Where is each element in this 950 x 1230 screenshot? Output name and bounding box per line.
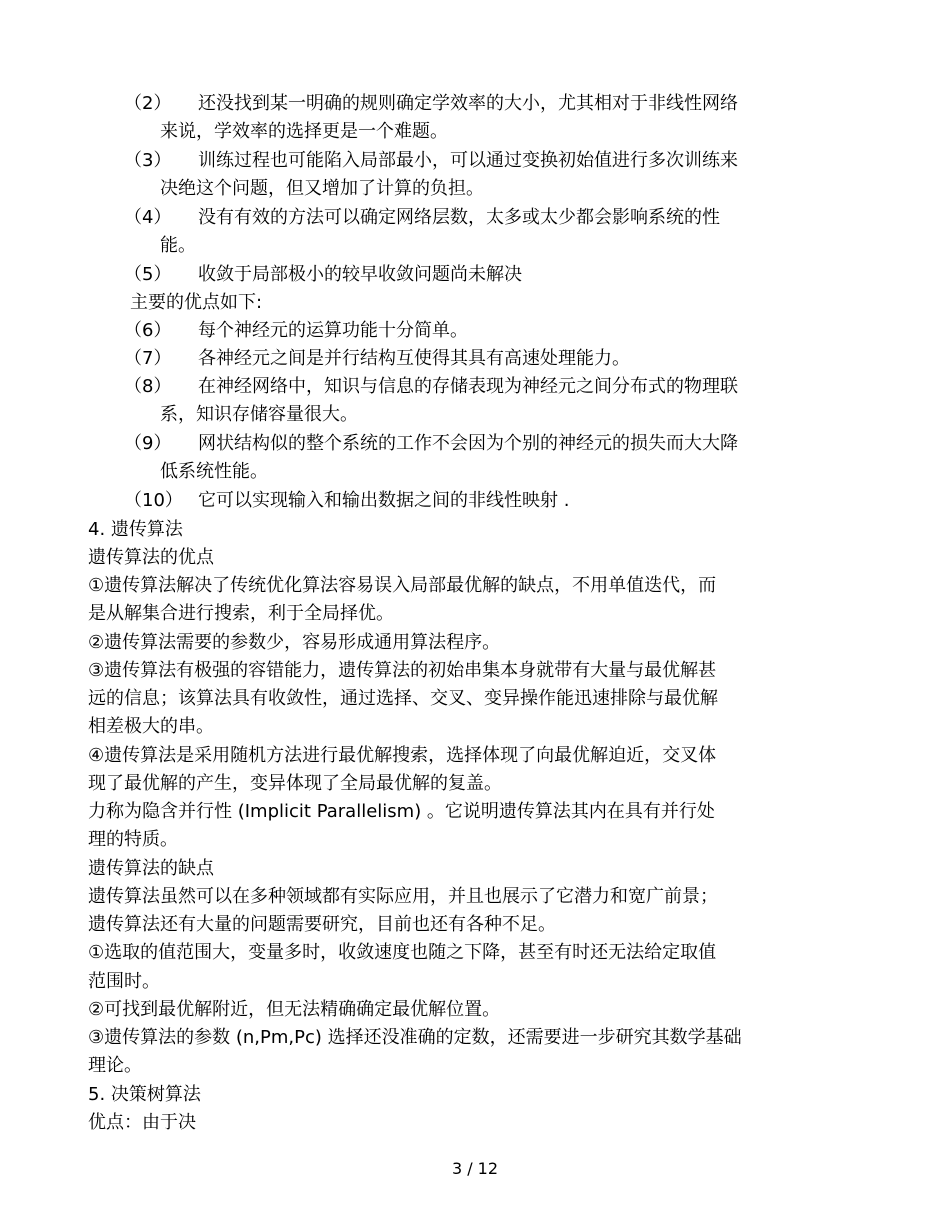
paragraph-line: 现了最优解的产生，变异体现了全局最优解的复盖。	[88, 773, 502, 794]
list-number: （6）	[124, 320, 172, 341]
list-number: （2）	[124, 93, 172, 114]
list-item-text: 网状结构似的整个系统的工作不会因为个别的神经元的损失而大大降	[198, 433, 738, 454]
list-item-text: 每个神经元的运算功能十分简单。	[198, 320, 468, 341]
paragraph-line: 遗传算法还有大量的问题需要研究，目前也还有各种不足。	[88, 914, 556, 935]
paragraph-line: ①遗传算法解决了传统优化算法容易误入局部最优解的缺点，不用单值迭代，而	[88, 575, 717, 596]
list-number: （5）	[124, 264, 172, 285]
list-item-text: 还没找到某一明确的规则确定学效率的大小，尤其相对于非线性网络	[198, 93, 738, 114]
page-number: 3 / 12	[451, 1159, 499, 1178]
paragraph-line: 优点：由于决	[88, 1112, 196, 1133]
paragraph-line: ②可找到最优解附近，但无法精确确定最优解位置。	[88, 999, 501, 1020]
list-item-text: 决绝这个问题，但又增加了计算的负担。	[160, 178, 484, 199]
paragraph-line: 相差极大的串。	[88, 716, 214, 737]
subsection-heading: 遗传算法的优点	[88, 547, 214, 568]
list-item-text: 训练过程也可能陷入局部最小，可以通过变换初始值进行多次训练来	[198, 150, 738, 171]
list-item-text: 低系统性能。	[160, 461, 268, 482]
paragraph-line: 力称为隐含并行性 (Implicit Parallelism) 。它说明遗传算法其内在具有并行处	[88, 801, 715, 822]
paragraph-line: 理论。	[88, 1055, 142, 1076]
list-number: （10）	[124, 490, 183, 511]
advantages-heading: 主要的优点如下:	[130, 292, 263, 313]
list-item-text: 收敛于局部极小的较早收敛问题尚未解决	[198, 264, 522, 285]
list-item-text: 各神经元之间是并行结构互使得其具有高速处理能力。	[198, 348, 630, 369]
section-heading: 4. 遗传算法	[88, 519, 183, 540]
paragraph-line: ①选取的值范围大，变量多时，收敛速度也随之下降，甚至有时还无法给定取值	[88, 942, 717, 963]
paragraph-line: 是从解集合进行搜索，利于全局择优。	[88, 603, 394, 624]
list-number: （7）	[124, 348, 172, 369]
list-item-text: 它可以实现输入和输出数据之间的非线性映射 .	[198, 490, 570, 511]
subsection-heading: 遗传算法的缺点	[88, 858, 214, 879]
list-item-text: 在神经网络中，知识与信息的存储表现为神经元之间分布式的物理联	[198, 376, 738, 397]
list-item-text: 来说，学效率的选择更是一个难题。	[160, 121, 448, 142]
paragraph-line: 理的特质。	[88, 829, 178, 850]
list-number: （4）	[124, 207, 172, 228]
paragraph-line: 远的信息；该算法具有收敛性，通过选择、交叉、变异操作能迅速排除与最优解	[88, 688, 718, 709]
section-heading: 5. 决策树算法	[88, 1084, 201, 1105]
list-number: （8）	[124, 376, 172, 397]
list-number: （3）	[124, 150, 172, 171]
paragraph-line: ②遗传算法需要的参数少，容易形成通用算法程序。	[88, 632, 501, 653]
paragraph-line: ③遗传算法有极强的容错能力，遗传算法的初始串集本身就带有大量与最优解甚	[88, 660, 717, 681]
list-number: （9）	[124, 433, 172, 454]
list-item-text: 能。	[160, 235, 196, 256]
paragraph-line: 遗传算法虽然可以在多种领域都有实际应用，并且也展示了它潜力和宽广前景；	[88, 886, 718, 907]
paragraph-line: ④遗传算法是采用随机方法进行最优解搜索，选择体现了向最优解迫近，交叉体	[88, 745, 717, 766]
list-item-text: 没有有效的方法可以确定网络层数，太多或太少都会影响系统的性	[198, 207, 720, 228]
paragraph-line: ③遗传算法的参数 (n,Pm,Pc) 选择还没准确的定数，还需要进一步研究其数学基础	[88, 1027, 742, 1048]
paragraph-line: 范围时。	[88, 971, 160, 992]
list-item-text: 系，知识存储容量很大。	[160, 404, 358, 425]
